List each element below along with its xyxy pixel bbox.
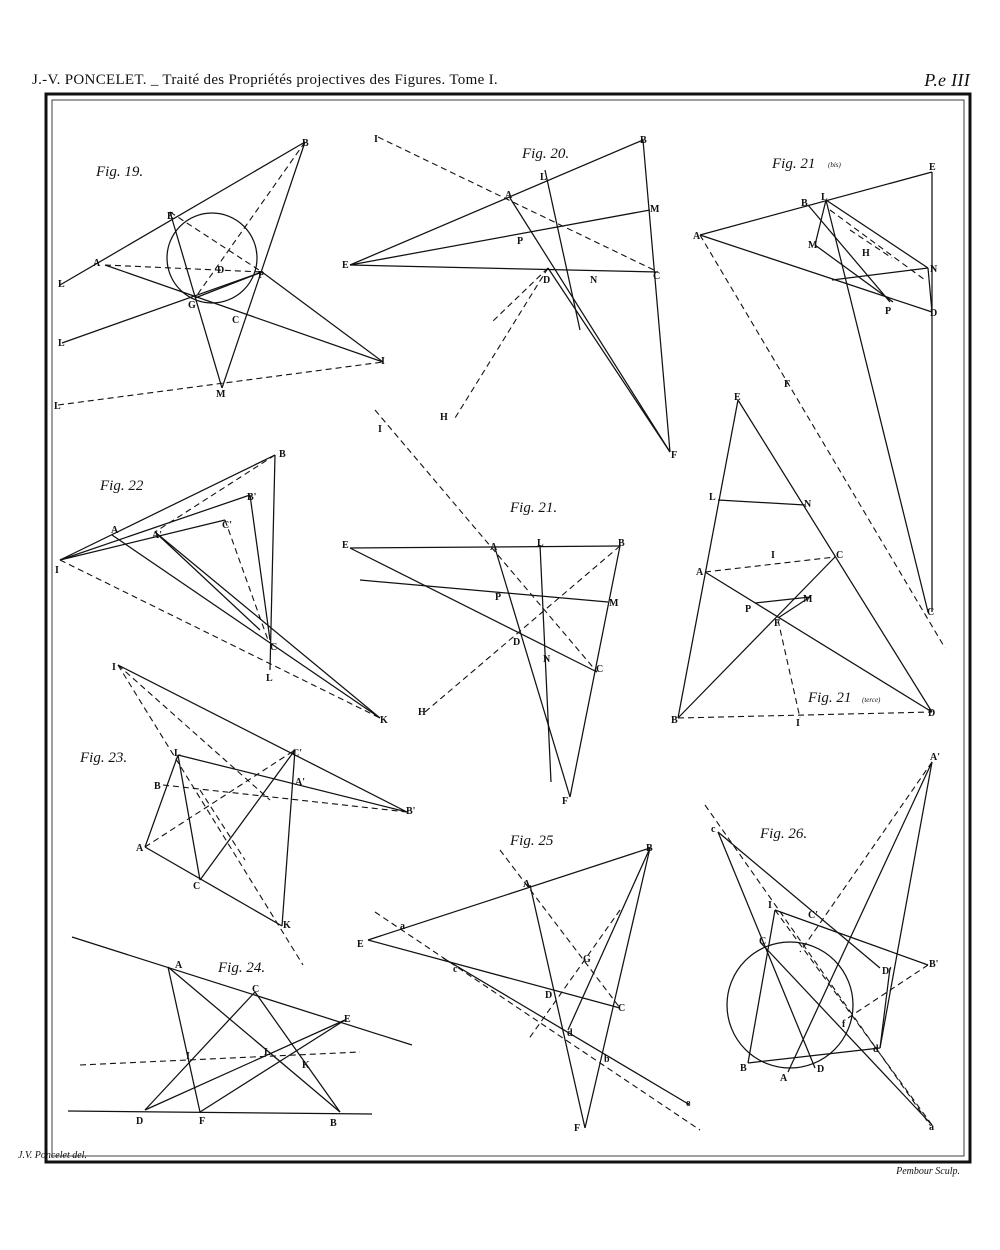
fig25-point-G: G (583, 954, 591, 965)
fig21-point-P: P (495, 592, 502, 603)
fig19-point-E: E (167, 211, 174, 222)
fig20-point-A: A (505, 190, 513, 201)
fig21-point-F: F (562, 796, 569, 807)
fig19-point-G: G (188, 300, 196, 311)
fig26-circle (727, 942, 853, 1068)
figure-24 (68, 937, 412, 1129)
fig20-point-I: I (374, 134, 378, 145)
fig25-point-B: B (646, 843, 653, 854)
fig21ter-title: Fig. 21 (808, 690, 852, 706)
fig24-point-I: I (186, 1051, 190, 1062)
fig25-point-D: D (545, 990, 553, 1001)
fig21ter-point-L: L (709, 492, 716, 503)
fig25-point-c: c (453, 964, 458, 975)
fig25-point-E: E (357, 939, 364, 950)
fig26-point-c: c (711, 824, 716, 835)
fig20-point-P: P (517, 236, 524, 247)
fig21ter-point-P: P (745, 604, 752, 615)
fig19-point-D: D (217, 265, 225, 276)
fig22-point-K: K (380, 715, 388, 726)
fig23-point-L: L (174, 748, 181, 759)
fig20-point-E: E (342, 260, 349, 271)
fig20-title: Fig. 20. (522, 146, 570, 162)
fig24-point-C: C (252, 984, 260, 995)
fig26-point-a: a (929, 1122, 934, 1133)
fig21bis-point-D: D (930, 308, 938, 319)
fig20-point-B: B (640, 135, 647, 146)
fig22-point-A: A (111, 525, 119, 536)
fig22-point-B: B (279, 449, 286, 460)
fig24-point-E: E (344, 1014, 351, 1025)
fig24-point-K: K (302, 1060, 310, 1071)
fig24-point-D: D (136, 1116, 144, 1127)
fig22-point-C-prime: C' (222, 520, 232, 531)
fig22-point-L: L (266, 673, 273, 684)
fig19-point-L2: L (58, 338, 65, 349)
fig21bis-point-N: N (930, 264, 938, 275)
fig20-point-H: H (440, 412, 448, 423)
fig20-point-N: N (590, 275, 598, 286)
fig19-point-B: B (302, 138, 309, 149)
fig26-point-A-prime: A' (930, 752, 940, 763)
fig24-title: Fig. 24. (218, 960, 266, 976)
fig25-point-d: d (567, 1028, 573, 1039)
fig25-point-A: A (523, 879, 531, 890)
fig22-title: Fig. 22 (100, 478, 144, 494)
fig21-point-M: M (609, 598, 619, 609)
fig21-point-H: H (418, 707, 426, 718)
fig21-point-A: A (490, 542, 498, 553)
figure-20 (342, 134, 677, 461)
figure-19 (54, 138, 385, 412)
fig19-title: Fig. 19. (96, 164, 144, 180)
fig19-point-A: A (93, 258, 101, 269)
fig26-point-C: C (759, 936, 767, 947)
fig23-point-K: K (283, 920, 291, 931)
figure-21 (342, 410, 625, 807)
figure-25 (357, 833, 700, 1134)
fig21-point-C: C (596, 664, 604, 675)
fig22-point-C: C (270, 642, 278, 653)
fig26-point-B-prime: B' (929, 959, 939, 970)
fig19-point-P: P (258, 270, 265, 281)
fig24-point-F: F (199, 1116, 206, 1127)
fig23-point-I: I (112, 662, 116, 673)
fig21bis-point-C: C (927, 607, 935, 618)
fig22-point-A-prime: A' (152, 530, 162, 541)
fig26-point-D: D (817, 1064, 825, 1075)
fig21bis-point-P: P (885, 306, 892, 317)
fig25-title: Fig. 25 (510, 833, 554, 849)
fig21ter-point-C: C (836, 550, 844, 561)
fig26-point-d: d (873, 1044, 879, 1055)
fig21bis-point-H: H (862, 248, 870, 259)
fig25-point-a: a (400, 921, 405, 932)
fig21ter-point-B: B (671, 715, 678, 726)
fig21ter-point-I: I (771, 550, 775, 561)
fig21-point-E: E (342, 540, 349, 551)
fig25-point-b: b (604, 1054, 610, 1065)
fig19-point-L1: L (58, 279, 65, 290)
fig21bis-point-M: M (808, 240, 818, 251)
fig21ter-point-A: A (696, 567, 704, 578)
fig19-point-M: M (216, 389, 226, 400)
fig22-point-B-prime: B' (247, 492, 257, 503)
fig21-title: Fig. 21. (510, 500, 558, 516)
plate-header-title: J.-V. PONCELET. _ Traité des Propriétés projectives des Figures. Tome I. (32, 72, 498, 88)
fig23-title: Fig. 23. (80, 750, 128, 766)
fig26-title: Fig. 26. (760, 826, 808, 842)
fig22-point-I: I (55, 565, 59, 576)
fig19-point-I: I (381, 356, 385, 367)
fig21-point-B: B (618, 538, 625, 549)
plate-number: P.e III (924, 70, 970, 90)
fig21bis-point-E: E (929, 162, 936, 173)
fig25-point-e: e (686, 1098, 691, 1109)
figure-26 (705, 752, 940, 1133)
fig23-point-B: B (154, 781, 161, 792)
figure-22 (55, 449, 388, 726)
fig21ter-point-F: F (774, 618, 781, 629)
fig21-point-I: I (378, 424, 382, 435)
fig21bis-title: Fig. 21 (772, 156, 816, 172)
fig20-point-D: D (543, 275, 551, 286)
fig26-point-B: B (740, 1063, 747, 1074)
fig21bis-point-L: L (821, 192, 828, 203)
fig24-point-A: A (175, 960, 183, 971)
fig23-point-C: C (193, 881, 201, 892)
fig26-point-C-prime: C' (808, 910, 818, 921)
fig23-point-A: A (136, 843, 144, 854)
fig21-point-D: D (513, 637, 521, 648)
fig26-point-I: I (768, 900, 772, 911)
figure-21-terce (671, 392, 935, 729)
fig20-point-L: L (540, 172, 547, 183)
fig26-point-A: A (780, 1073, 788, 1084)
fig26-point-f: f (842, 1019, 846, 1030)
fig26-point-D-prime: D' (882, 966, 892, 977)
footer-engraver: Pembour Sculp. (896, 1166, 960, 1177)
fig21bis-point-B: B (801, 198, 808, 209)
fig21bis-point-F: F (784, 379, 791, 390)
fig19-point-C: C (232, 315, 240, 326)
fig21ter-note: (terce) (862, 696, 881, 704)
fig23-point-B-prime: B' (406, 806, 416, 817)
fig20-point-F: F (671, 450, 678, 461)
fig25-point-C: C (618, 1003, 626, 1014)
fig20-point-C: C (653, 271, 661, 282)
fig21ter-point-D: D (928, 708, 936, 719)
fig20-point-M: M (650, 204, 660, 215)
fig21ter-point-E: E (734, 392, 741, 403)
fig21ter-point-N: N (804, 499, 812, 510)
fig24-point-L: L (264, 1047, 271, 1058)
fig19-point-L3: L (54, 401, 61, 412)
fig21ter-point-M: M (803, 594, 813, 605)
fig23-point-A-prime: A' (295, 777, 305, 788)
fig21-point-L: L (537, 538, 544, 549)
fig25-point-F: F (574, 1123, 581, 1134)
fig21ter-point-I2: I (796, 718, 800, 729)
fig24-point-B: B (330, 1118, 337, 1129)
fig23-point-C-prime: C' (292, 748, 302, 759)
footer-draughtsman: J.V. Poncelet del. (18, 1150, 87, 1161)
fig21-point-N: N (543, 654, 551, 665)
fig21bis-point-A: A (693, 231, 701, 242)
fig21bis-note: (bis) (828, 161, 841, 169)
